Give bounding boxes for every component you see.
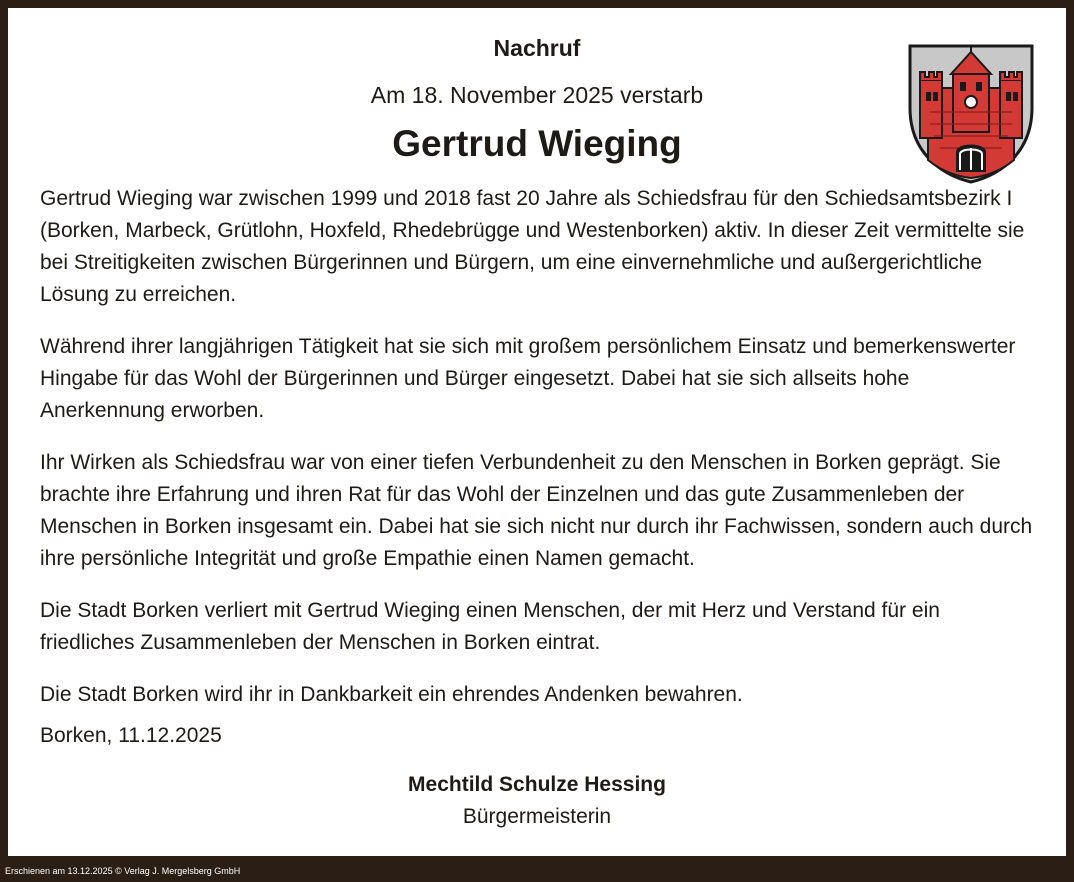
obituary-card (8, 8, 1066, 856)
signer-title: Bürgermeisterin (462, 805, 612, 828)
paragraph-connection: Ihr Wirken als Schiedsfrau war von einer tiefen Verbundenheit zu den Menschen in Borken geprägt. Sie brachte ihre Erfahrung und ihren Rat für das Wohl der Einzelnen und das gute Zusammenleben der Menschen in Borken insgesamt ein. Dabei hat sie sich nicht nur durch ihr Fachwissen, sondern auch durch ihre persönliche Integrität und große Empathie einen Namen gemacht. (40, 451, 1033, 570)
coat-of-arms-icon (906, 42, 1036, 186)
paragraph-dedication: Während ihrer langjährigen Tätigkeit hat sie sich mit großem persönlichem Einsatz und bemerkenswerter Hingabe für das Wohl der Bürgerinnen und Bürger eingesetzt. Dabei hat sie sich allseits hohe Anerkennung erworben. (40, 335, 1016, 422)
place-and-date: Borken, 11.12.2025 (40, 724, 222, 747)
publication-footer: Erschienen am 13.12.2025 © Verlag J. Mergelsberg GmbH (5, 866, 241, 876)
signer-name: Mechtild Schulze Hessing (408, 773, 666, 796)
paragraph-loss: Die Stadt Borken verliert mit Gertrud Wieging einen Menschen, der mit Herz und Verstand für ein friedliches Zusammenleben der Menschen in Borken eintrat. (40, 599, 940, 654)
obituary-body (40, 183, 1036, 731)
deceased-name: Gertrud Wieging (392, 123, 682, 164)
death-date-line: Am 18. November 2025 verstarb (370, 82, 704, 108)
paragraph-service: Gertrud Wieging war zwischen 1999 und 2018 fast 20 Jahre als Schiedsfrau für den Schiedsamtsbezirk I (Borken, Marbeck, Grütlohn, Hoxfeld, Rhedebrügge und Westenborken) aktiv. In dieser Zeit vermittelte sie bei Streitigkeiten zwischen Bürgerinnen und Bürgern, um eine einvernehmliche und außergerichtliche Lösung zu erreichen. (40, 187, 1025, 306)
notice-label: Nachruf (493, 35, 581, 61)
paragraph-remembrance: Die Stadt Borken wird ihr in Dankbarkeit ein ehrendes Andenken bewahren. (40, 683, 743, 706)
